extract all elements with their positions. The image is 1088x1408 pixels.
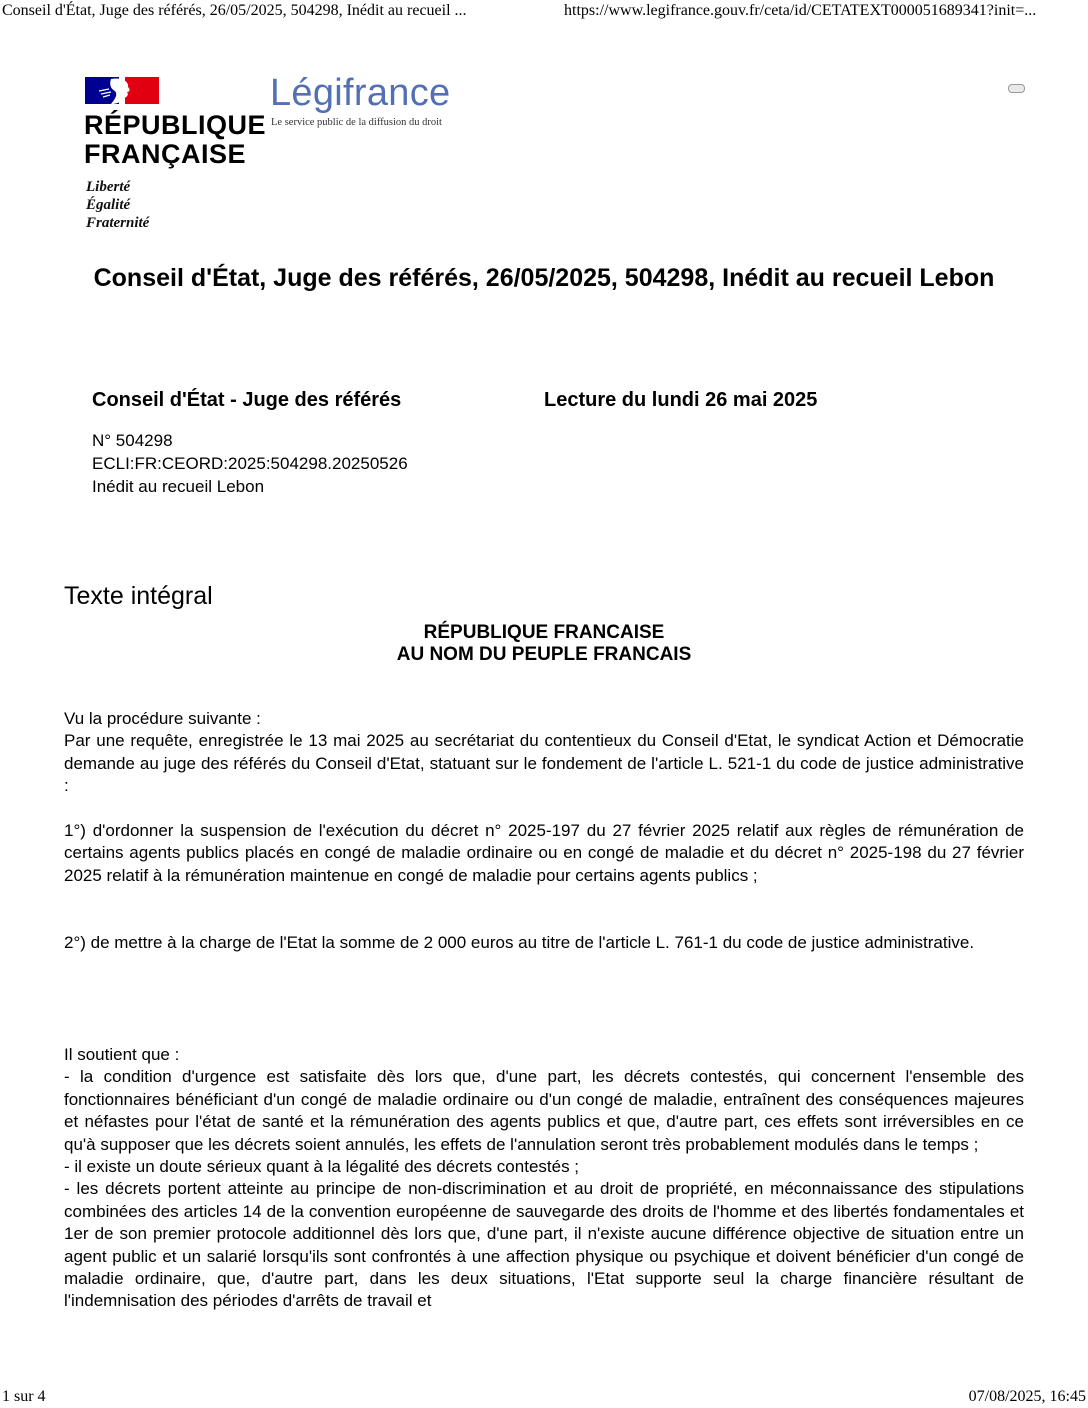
francaise-line: FRANÇAISE — [84, 139, 247, 169]
print-footer — [0, 1388, 1088, 1408]
decision-heading — [0, 622, 1088, 666]
request-point-2 — [64, 932, 1024, 954]
publication-status: Inédit au recueil Lebon — [92, 477, 265, 496]
section-title: Texte intégral — [64, 582, 213, 610]
motto-egalite: Égalité — [86, 197, 131, 213]
decision-number: N° 504298 — [92, 431, 173, 450]
request-point-2-text: 2°) de mettre à la charge de l'Etat la somme de 2 000 euros au titre de l'article L. 761-1 du code de justice administrative. — [64, 933, 975, 952]
arguments-paragraph — [64, 1044, 1024, 1313]
page-title: Conseil d'État, Juge des référés, 26/05/2025, 504298, Inédit au recueil Lebon — [93, 264, 995, 292]
legifrance-tagline: Le service public de la diffusion du droit — [271, 117, 442, 128]
menu-toggle-button[interactable] — [1008, 84, 1025, 93]
republique-francaise-wordmark — [84, 111, 266, 169]
print-header-title: Conseil d'État, Juge des référés, 26/05/2025, 504298, Inédit au recueil ... — [2, 2, 467, 19]
request-point-1 — [64, 820, 1024, 887]
heading-line-1: RÉPUBLIQUE FRANCAISE — [423, 622, 665, 643]
court-name: Conseil d'État - Juge des référés — [92, 389, 402, 411]
procedure-intro: Vu la procédure suivante : — [64, 709, 261, 728]
procedure-body: Par une requête, enregistrée le 13 mai 2025 au secrétariat du contentieux du Conseil d'Etat, le syndicat Action et Démocratie demande au juge des référés du Conseil d'Etat, statuant sur le fondement de l'article L. 521-1 du code de justice administrative : — [64, 731, 1024, 796]
reading-date: Lecture du lundi 26 mai 2025 — [544, 389, 818, 411]
argument-discrimination: - les décrets portent atteinte au principe de non-discrimination et au droit de propriété, en méconnaissance des stipulations combinées des articles 14 de la convention européenne de sauvegarde des droits de l'homme et des libertés fondamentales et 1er de son premier protocole additionnel dès lors que, d'une part, il n'existe aucune différence objective de situation entre un agent public et un salarié lorsqu'ils sont confrontés à une affection physique ou psychique et doivent bénéficier d'un congé de maladie ordinaire, que, d'autre part, dans les deux situations, l'Etat supporte seul la charge financière résultant de l'indemnisation des périodes d'arrêts de travail et — [64, 1179, 1024, 1311]
argument-legality-doubt: - il existe un doute sérieux quant à la légalité des décrets contestés ; — [64, 1157, 580, 1177]
republique-line: RÉPUBLIQUE — [84, 110, 267, 140]
ecli-identifier: ECLI:FR:CEORD:2025:504298.20250526 — [92, 454, 408, 473]
legifrance-logo: Légifrance — [270, 72, 451, 114]
motto-liberte: Liberté — [86, 179, 131, 195]
print-header — [0, 2, 1088, 24]
print-datetime: 07/08/2025, 16:45 — [968, 1388, 1086, 1405]
page-indicator: 1 sur 4 — [2, 1388, 46, 1405]
decision-metadata — [92, 429, 408, 498]
procedure-paragraph — [64, 708, 1024, 798]
request-point-1-text: 1°) d'ordonner la suspension de l'exécution du décret n° 2025-197 du 27 février 2025 relatif aux règles de rémunération de certains agents publics placés en congé de maladie ordinaire ou en congé de maladie et du décret n° 2025-198 du 27 février 2025 relatif à la rémunération maintenue en congé de maladie pour certains agents publics ; — [64, 821, 1024, 885]
arguments-intro: Il soutient que : — [64, 1045, 180, 1064]
republic-motto — [86, 178, 149, 232]
print-header-url: https://www.legifrance.gouv.fr/ceta/id/CETATEXT000051689341?init=... — [564, 2, 1037, 19]
motto-fraternite: Fraternité — [86, 215, 150, 231]
marianne-flag-icon — [85, 77, 159, 104]
argument-urgency: - la condition d'urgence est satisfaite dès lors que, d'une part, les décrets contestés, qui concernent l'ensemble des fonctionnaires bénéficiant d'un congé de maladie ordinaire ou d'un congé de maladie, entraînent des conséquences majeures et néfastes pour l'état de santé et la rémunération des agents publics et que, d'autre part, ces effets sont irréversibles en ce qu'à supposer que les décrets soient annulés, les effets de l'annulation seront très probablement modulés dans le temps ; — [64, 1067, 1024, 1154]
heading-line-2: AU NOM DU PEUPLE FRANCAIS — [396, 644, 692, 665]
